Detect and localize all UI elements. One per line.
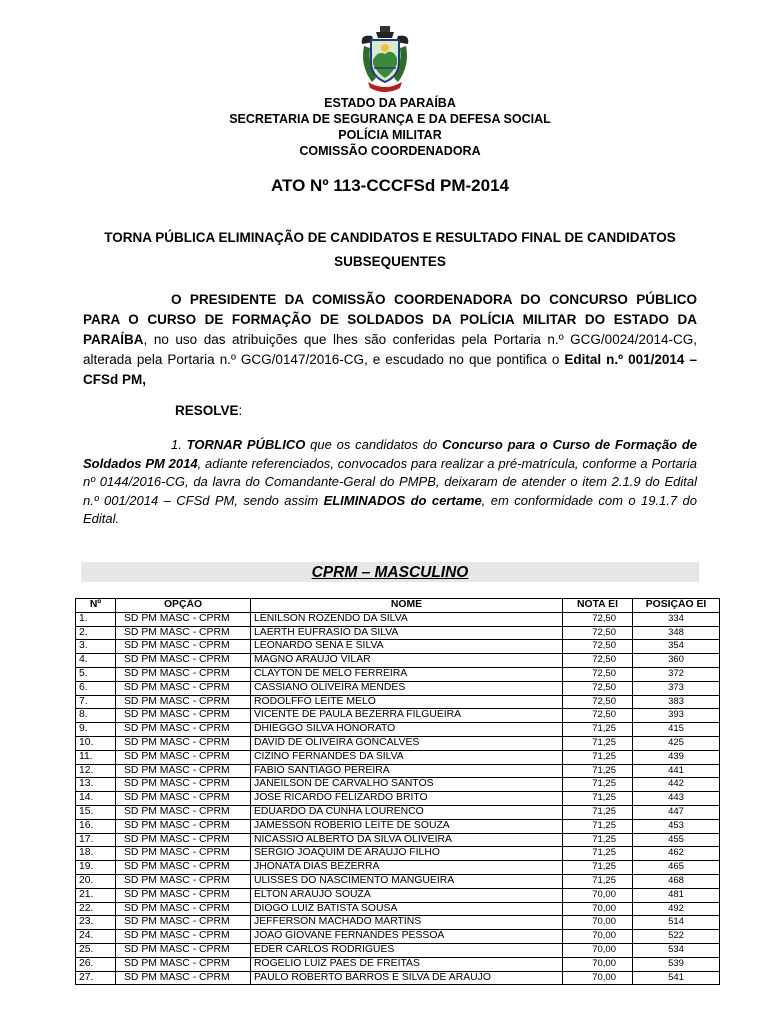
cell-position: 514 [633, 916, 720, 930]
cell-position: 415 [633, 723, 720, 737]
table-row [76, 805, 720, 819]
cell-option: SD PM MASC - CPRM [116, 819, 251, 833]
cell-number: 16. [76, 819, 116, 833]
cell-number: 19. [76, 861, 116, 875]
cell-grade: 72,50 [563, 681, 633, 695]
cell-option: SD PM MASC - CPRM [116, 612, 251, 626]
table-row [76, 930, 720, 944]
cell-name: JANEILSON DE CARVALHO SANTOS [251, 778, 563, 792]
cell-number: 17. [76, 833, 116, 847]
cell-name: ELTON ARAUJO SOUZA [251, 888, 563, 902]
cell-number: 26. [76, 957, 116, 971]
table-row [76, 778, 720, 792]
preamble-bold-end: Edital n.º 001/2014 – CFSd PM, [83, 352, 697, 387]
cell-name: JHONATA DIAS BEZERRA [251, 861, 563, 875]
table-header-row [76, 599, 720, 613]
cell-grade: 70,00 [563, 957, 633, 971]
table-row [76, 764, 720, 778]
table-row [76, 819, 720, 833]
cell-grade: 71,25 [563, 819, 633, 833]
cell-name: NICASSIO ALBERTO DA SILVA OLIVEIRA [251, 833, 563, 847]
institution-header [0, 95, 770, 159]
cell-option: SD PM MASC - CPRM [116, 695, 251, 709]
cell-name: VICENTE DE PAULA BEZERRA FILGUEIRA [251, 709, 563, 723]
cell-name: SERGIO JOAQUIM DE ARAUJO FILHO [251, 847, 563, 861]
cell-name: JEFFERSON MACHADO MARTINS [251, 916, 563, 930]
cell-grade: 70,00 [563, 916, 633, 930]
act-title: ATO Nº 113-CCCFSd PM-2014 [271, 176, 509, 195]
cell-name: DAVID DE OLIVEIRA GONCALVES [251, 736, 563, 750]
cell-number: 9. [76, 723, 116, 737]
cell-position: 425 [633, 736, 720, 750]
cell-option: SD PM MASC - CPRM [116, 930, 251, 944]
section-title-bar [81, 562, 699, 582]
cell-name: LAERTH EUFRASIO DA SILVA [251, 626, 563, 640]
cell-name: CASSIANO OLIVEIRA MENDES [251, 681, 563, 695]
cell-name: CIZINO FERNANDES DA SILVA [251, 750, 563, 764]
cell-option: SD PM MASC - CPRM [116, 874, 251, 888]
table-row [76, 971, 720, 985]
cell-option: SD PM MASC - CPRM [116, 736, 251, 750]
cell-grade: 71,25 [563, 874, 633, 888]
table-row [76, 943, 720, 957]
cell-position: 348 [633, 626, 720, 640]
preamble-text: , no uso das atribuições que lhes são conferidas pela Portaria n.º GCG/0024/2014-CG, alterada pela Portaria n.º GCG/0147/2016-CG, e escudado no que pontifica o [83, 332, 697, 367]
cell-number: 20. [76, 874, 116, 888]
header-police: POLÍCIA MILITAR [338, 128, 442, 142]
cell-grade: 71,25 [563, 847, 633, 861]
clause-bold-3: ELIMINADOS do certame [323, 492, 482, 508]
cell-number: 2. [76, 626, 116, 640]
table-row [76, 654, 720, 668]
table-row [76, 626, 720, 640]
resolve-heading [175, 403, 242, 418]
cell-option: SD PM MASC - CPRM [116, 723, 251, 737]
cell-name: LEONARDO SENA E SILVA [251, 640, 563, 654]
table-row [76, 681, 720, 695]
cell-grade: 70,00 [563, 888, 633, 902]
results-table [75, 598, 720, 985]
cell-number: 27. [76, 971, 116, 985]
section-title: CPRM – MASCULINO [311, 564, 469, 581]
cell-option: SD PM MASC - CPRM [116, 916, 251, 930]
table-row [76, 723, 720, 737]
clause-paragraph [83, 436, 697, 529]
cell-grade: 71,25 [563, 764, 633, 778]
cell-position: 541 [633, 971, 720, 985]
cell-grade: 72,50 [563, 667, 633, 681]
cell-position: 481 [633, 888, 720, 902]
table-row [76, 833, 720, 847]
cell-number: 11. [76, 750, 116, 764]
cell-number: 12. [76, 764, 116, 778]
cell-number: 8. [76, 709, 116, 723]
cell-number: 24. [76, 930, 116, 944]
column-header-grade: NOTA EI [563, 599, 633, 613]
cell-grade: 71,25 [563, 750, 633, 764]
cell-grade: 71,25 [563, 805, 633, 819]
preamble-paragraph [83, 290, 697, 390]
cell-name: LENILSON ROZENDO DA SILVA [251, 612, 563, 626]
cell-grade: 70,00 [563, 902, 633, 916]
cell-grade: 71,25 [563, 778, 633, 792]
table-row [76, 861, 720, 875]
cell-position: 462 [633, 847, 720, 861]
table-row [76, 640, 720, 654]
table-row [76, 916, 720, 930]
cell-number: 3. [76, 640, 116, 654]
cell-number: 14. [76, 792, 116, 806]
cell-grade: 70,00 [563, 943, 633, 957]
cell-position: 465 [633, 861, 720, 875]
cell-name: JAMESSON ROBERIO LEITE DE SOUZA [251, 819, 563, 833]
cell-grade: 71,25 [563, 736, 633, 750]
cell-option: SD PM MASC - CPRM [116, 833, 251, 847]
header-state: ESTADO DA PARAÍBA [324, 96, 456, 110]
cell-name: RODOLFFO LEITE MELO [251, 695, 563, 709]
cell-grade: 71,25 [563, 792, 633, 806]
cell-option: SD PM MASC - CPRM [116, 792, 251, 806]
cell-position: 492 [633, 902, 720, 916]
cell-name: ROGELIO LUIZ PAES DE FREITAS [251, 957, 563, 971]
cell-number: 15. [76, 805, 116, 819]
cell-number: 23. [76, 916, 116, 930]
cell-name: DIOGO LUIZ BATISTA SOUSA [251, 902, 563, 916]
cell-number: 13. [76, 778, 116, 792]
cell-position: 334 [633, 612, 720, 626]
table-row [76, 612, 720, 626]
cell-position: 372 [633, 667, 720, 681]
cell-position: 441 [633, 764, 720, 778]
cell-position: 360 [633, 654, 720, 668]
cell-option: SD PM MASC - CPRM [116, 626, 251, 640]
cell-number: 4. [76, 654, 116, 668]
table-row [76, 874, 720, 888]
cell-position: 453 [633, 819, 720, 833]
cell-number: 5. [76, 667, 116, 681]
cell-grade: 72,50 [563, 640, 633, 654]
header-secretariat: SECRETARIA DE SEGURANÇA E DA DEFESA SOCIAL [229, 112, 551, 126]
cell-number: 1. [76, 612, 116, 626]
clause-bold-2: Concurso para o Curso de Formação de Soldados PM 2014 [83, 437, 697, 471]
cell-position: 455 [633, 833, 720, 847]
header-commission: COMISSÃO COORDENADORA [299, 144, 481, 158]
cell-name: CLAYTON DE MELO FERREIRA [251, 667, 563, 681]
cell-option: SD PM MASC - CPRM [116, 805, 251, 819]
cell-name: DHIEGGO SILVA HONORATO [251, 723, 563, 737]
cell-grade: 71,25 [563, 833, 633, 847]
cell-name: EDER CARLOS RODRIGUES [251, 943, 563, 957]
cell-position: 393 [633, 709, 720, 723]
table-row [76, 736, 720, 750]
cell-number: 18. [76, 847, 116, 861]
cell-number: 6. [76, 681, 116, 695]
cell-option: SD PM MASC - CPRM [116, 654, 251, 668]
cell-option: SD PM MASC - CPRM [116, 764, 251, 778]
cell-option: SD PM MASC - CPRM [116, 943, 251, 957]
column-header-number: Nº [76, 599, 116, 613]
preamble-bold-intro: O PRESIDENTE DA COMISSÃO COORDENADORA DO CONCURSO PÚBLICO PARA O CURSO DE FORMAÇÃO DE SOLDADOS DA POLÍCIA MILITAR DO ESTADO DA PARAÍBA [83, 292, 697, 347]
table-row [76, 695, 720, 709]
cell-number: 21. [76, 888, 116, 902]
cell-position: 539 [633, 957, 720, 971]
clause-text-1: que os candidatos do [305, 437, 443, 452]
cell-position: 383 [633, 695, 720, 709]
cell-grade: 72,50 [563, 626, 633, 640]
cell-position: 522 [633, 930, 720, 944]
act-subtitle: TORNA PÚBLICA ELIMINAÇÃO DE CANDIDATOS E RESULTADO FINAL DE CANDIDATOS SUBSEQUENTES [104, 230, 676, 269]
cell-option: SD PM MASC - CPRM [116, 902, 251, 916]
cell-number: 10. [76, 736, 116, 750]
table-row [76, 957, 720, 971]
cell-grade: 72,50 [563, 709, 633, 723]
resolve-label: RESOLVE [175, 403, 239, 418]
table-row [76, 750, 720, 764]
column-header-name: NOME [251, 599, 563, 613]
cell-grade: 71,25 [563, 861, 633, 875]
table-body [76, 612, 720, 985]
table-row [76, 792, 720, 806]
cell-option: SD PM MASC - CPRM [116, 861, 251, 875]
cell-option: SD PM MASC - CPRM [116, 750, 251, 764]
clause-text-2: , adiante referenciados, convocados para realizar a pré-matrícula, conforme a Portaria nº 0144/2016-CG, da lavra do Comandante-Geral do PMPB, deixaram de atender o item 2.1.9 do Edital n.º 001/2014 – CFSd PM, sendo assim [83, 455, 697, 508]
cell-option: SD PM MASC - CPRM [116, 640, 251, 654]
cell-number: 7. [76, 695, 116, 709]
cell-grade: 70,00 [563, 930, 633, 944]
clause-bold-1: TORNAR PÚBLICO [186, 437, 306, 452]
cell-position: 534 [633, 943, 720, 957]
cell-option: SD PM MASC - CPRM [116, 971, 251, 985]
cell-name: JOAO GIOVANE FERNANDES PESSOA [251, 930, 563, 944]
column-header-position: POSIÇÃO EI [633, 599, 720, 613]
clause-number: 1. [171, 437, 182, 452]
state-coat-of-arms-icon [358, 24, 412, 94]
cell-grade: 72,50 [563, 612, 633, 626]
table-row [76, 888, 720, 902]
cell-grade: 71,25 [563, 723, 633, 737]
table-row [76, 667, 720, 681]
cell-position: 354 [633, 640, 720, 654]
cell-option: SD PM MASC - CPRM [116, 957, 251, 971]
cell-name: ULISSES DO NASCIMENTO MANGUEIRA [251, 874, 563, 888]
cell-position: 447 [633, 805, 720, 819]
cell-position: 373 [633, 681, 720, 695]
cell-name: FABIO SANTIAGO PEREIRA [251, 764, 563, 778]
cell-name: JOSE RICARDO FELIZARDO BRITO [251, 792, 563, 806]
cell-option: SD PM MASC - CPRM [116, 847, 251, 861]
resolve-colon: : [238, 403, 243, 418]
cell-position: 468 [633, 874, 720, 888]
cell-option: SD PM MASC - CPRM [116, 888, 251, 902]
cell-position: 443 [633, 792, 720, 806]
cell-grade: 72,50 [563, 695, 633, 709]
cell-position: 439 [633, 750, 720, 764]
table-row [76, 847, 720, 861]
cell-option: SD PM MASC - CPRM [116, 667, 251, 681]
table-row [76, 902, 720, 916]
cell-name: MAGNO ARAUJO VILAR [251, 654, 563, 668]
clause-text-3: , em conformidade com o 19.1.7 do Edital. [83, 492, 697, 526]
table-row [76, 709, 720, 723]
cell-option: SD PM MASC - CPRM [116, 778, 251, 792]
column-header-option: OPÇÃO [116, 599, 251, 613]
cell-position: 442 [633, 778, 720, 792]
cell-number: 25. [76, 943, 116, 957]
cell-name: PAULO ROBERTO BARROS E SILVA DE ARAUJO [251, 971, 563, 985]
cell-number: 22. [76, 902, 116, 916]
cell-option: SD PM MASC - CPRM [116, 709, 251, 723]
cell-grade: 72,50 [563, 654, 633, 668]
cell-grade: 70,00 [563, 971, 633, 985]
cell-option: SD PM MASC - CPRM [116, 681, 251, 695]
cell-name: EDUARDO DA CUNHA LOURENCO [251, 805, 563, 819]
